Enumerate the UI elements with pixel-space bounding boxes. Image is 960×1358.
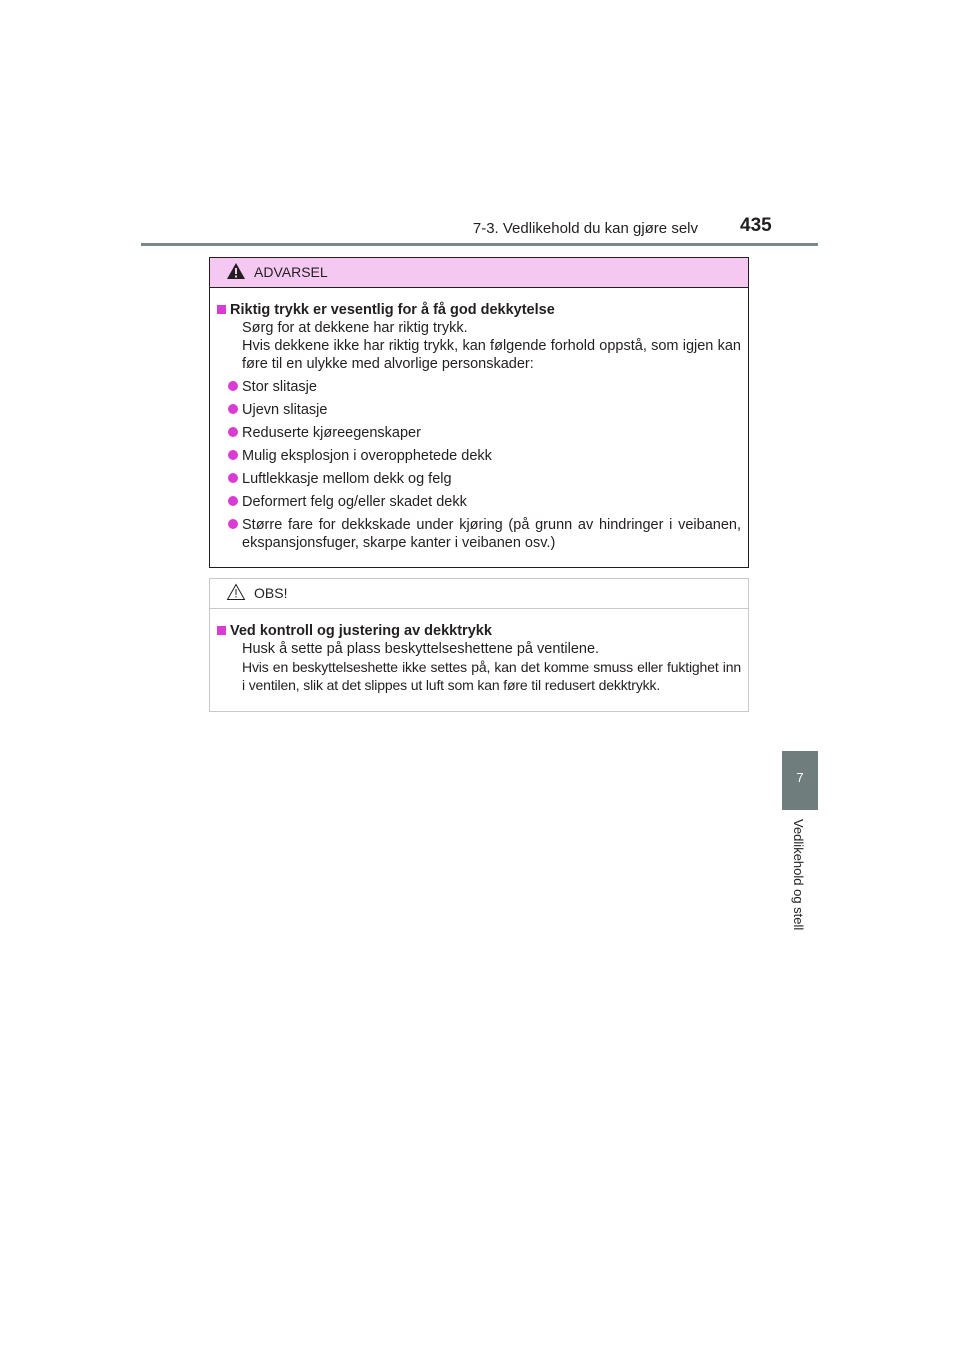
list-item [217, 401, 741, 419]
round-bullet-icon [228, 473, 238, 483]
warning-triangle-outline-icon [226, 583, 246, 606]
warning-body [210, 301, 748, 552]
chapter-tab-number: 7 [796, 770, 804, 785]
list-item [217, 493, 741, 511]
list-item [217, 424, 741, 442]
round-bullet-icon [228, 519, 238, 529]
chapter-tab [782, 751, 818, 810]
notice-paragraph: Husk å sette på plass beskyttelseshettene på ventilene. [242, 641, 600, 657]
notice-paragraph: Hvis en beskyttelseshette ikke settes på, kan det komme smuss eller fuktighet inn i ventilen, slik at det slippes ut luft som kan føre til redusert dekktrykk. [242, 659, 741, 693]
page-number: 435 [740, 215, 772, 236]
list-item-text: Reduserte kjøreegenskaper [242, 425, 421, 441]
warning-paragraph: Hvis dekkene ikke har riktig trykk, kan følgende forhold oppstå, som igjen kan føre til en ulykke med alvorlige personskader: [242, 338, 741, 372]
notice-section-title-text: Ved kontroll og justering av dekktrykk [230, 623, 492, 639]
notice-box [209, 578, 749, 712]
list-item-text: Større fare for dekkskade under kjøring (på grunn av hindringer i veibanen, ekspansjonsfuger, skarpe kanter i veibanen osv.) [242, 517, 741, 551]
chapter-tab-label: Vedlikehold og stell [791, 819, 806, 931]
list-item-text: Stor slitasje [242, 379, 317, 395]
round-bullet-icon [228, 450, 238, 460]
warning-paragraph: Sørg for at dekkene har riktig trykk. [242, 320, 468, 336]
notice-label: OBS! [254, 585, 288, 601]
warning-label: ADVARSEL [254, 264, 328, 280]
round-bullet-icon [228, 404, 238, 414]
list-item-text: Ujevn slitasje [242, 402, 328, 418]
notice-body [210, 622, 748, 694]
warning-section-title [217, 301, 741, 319]
notice-section-title [217, 622, 741, 640]
list-item [217, 447, 741, 465]
header-rule [141, 243, 818, 246]
list-item [217, 378, 741, 396]
square-bullet-icon [217, 626, 226, 635]
round-bullet-icon [228, 496, 238, 506]
list-item-text: Luftlekkasje mellom dekk og felg [242, 471, 452, 487]
warning-triangle-filled-icon [226, 262, 246, 285]
warning-section-title-text: Riktig trykk er vesentlig for å få god dekkytelse [230, 302, 555, 318]
square-bullet-icon [217, 305, 226, 314]
warning-box [209, 257, 749, 568]
list-item [217, 516, 741, 552]
warning-box-header [210, 258, 748, 288]
section-header-title: 7-3. Vedlikehold du kan gjøre selv [472, 220, 698, 237]
list-item [217, 470, 741, 488]
round-bullet-icon [228, 381, 238, 391]
round-bullet-icon [228, 427, 238, 437]
list-item-text: Mulig eksplosjon i overopphetede dekk [242, 448, 492, 464]
list-item-text: Deformert felg og/eller skadet dekk [242, 494, 467, 510]
notice-box-header [210, 579, 748, 609]
